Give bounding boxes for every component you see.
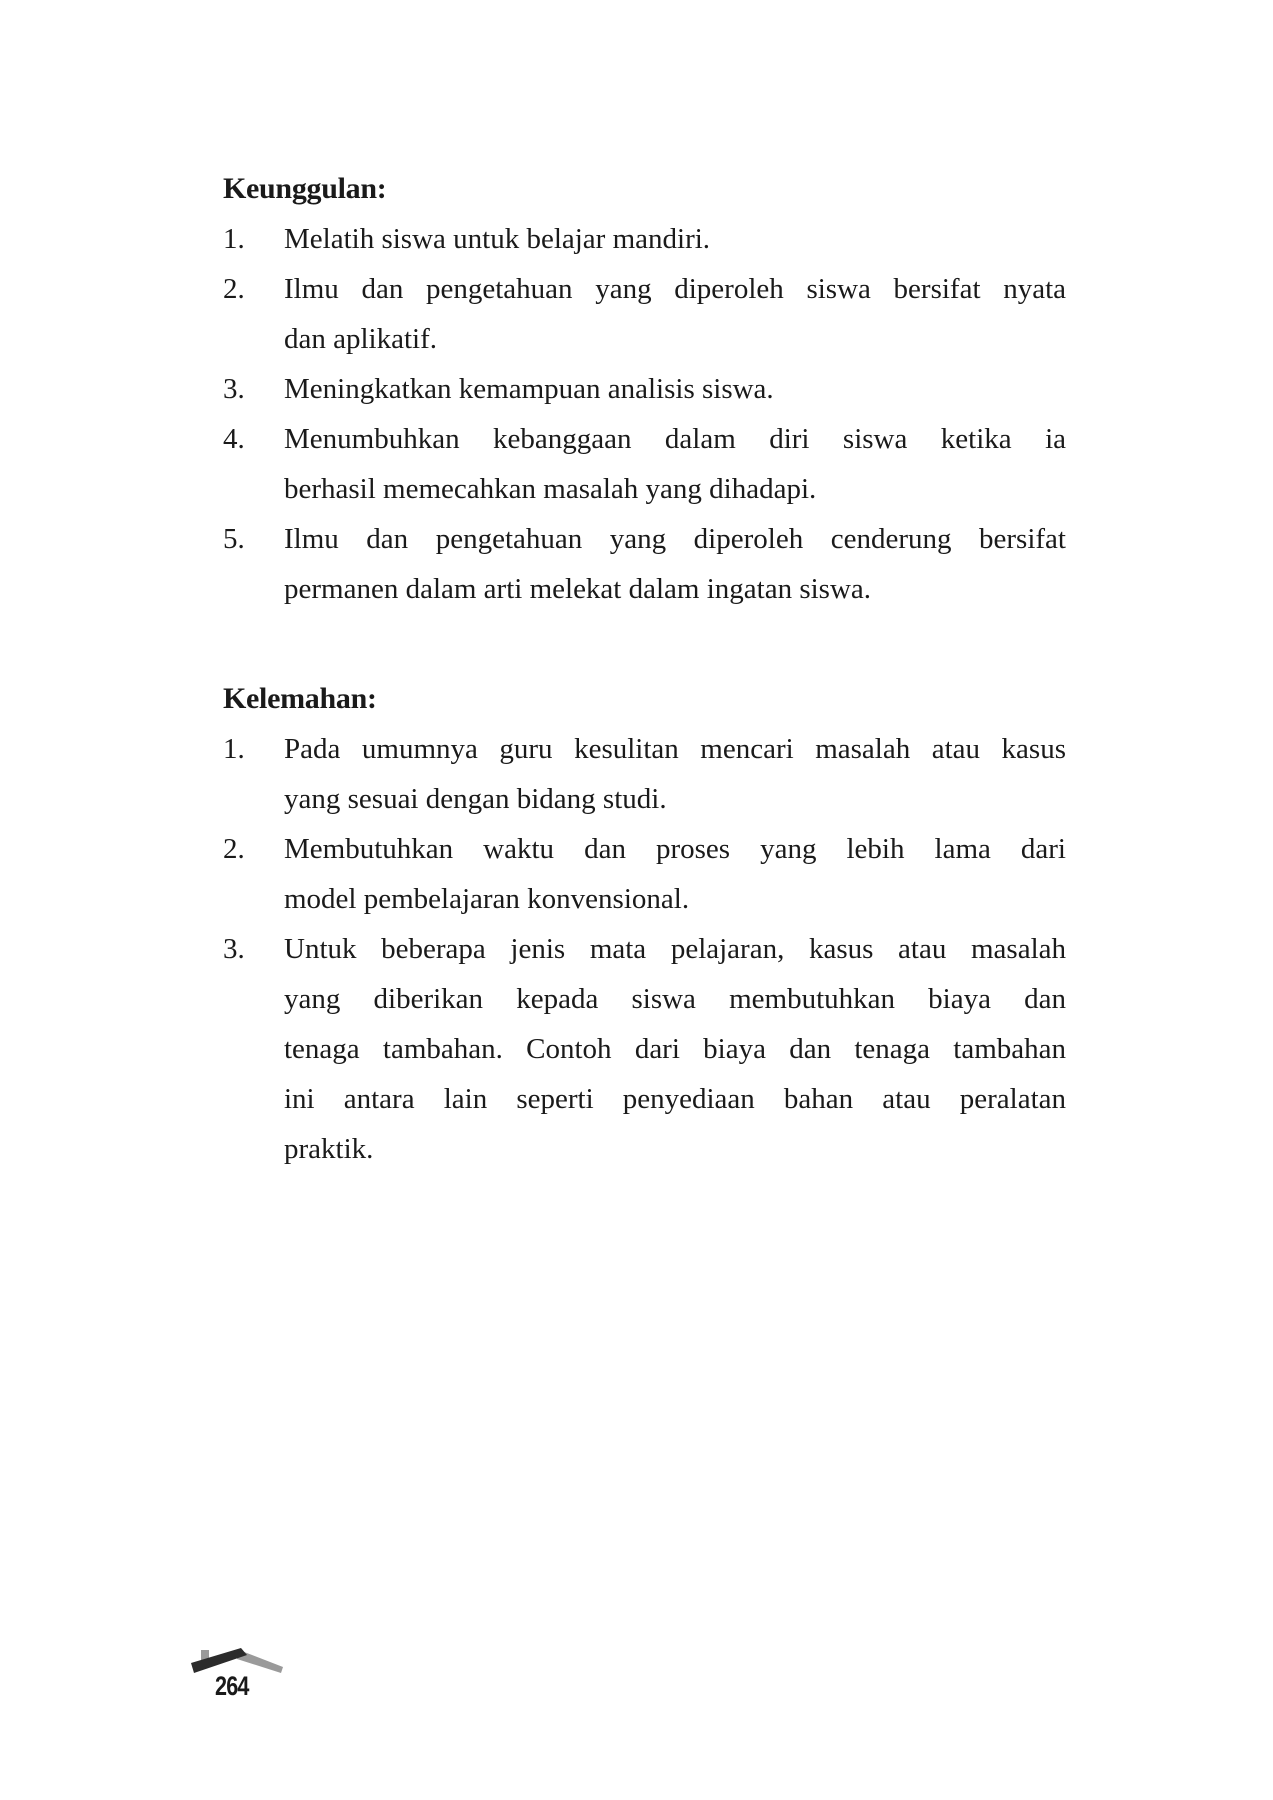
list-item-text-line: model pembelajaran konvensional. xyxy=(284,883,690,915)
list-item xyxy=(223,924,1066,1174)
list-number: 2. xyxy=(223,833,245,865)
page-footer xyxy=(191,1645,291,1715)
list-item-text-line: Pada umumnya guru kesulitan mencari masalah atau kasus xyxy=(284,733,1066,765)
list-number: 3. xyxy=(223,933,245,965)
list-number: 1. xyxy=(223,223,245,255)
list-item-text-line: Menumbuhkan kebanggaan dalam diri siswa ketika ia xyxy=(284,423,1066,455)
list-item xyxy=(223,364,1066,414)
list-item-text-line: Untuk beberapa jenis mata pelajaran, kasus atau masalah xyxy=(284,933,1066,965)
list-item xyxy=(223,264,1066,364)
list-item-text-line: Ilmu dan pengetahuan yang diperoleh cenderung bersifat xyxy=(284,523,1066,555)
list-item-text-line: yang diberikan kepada siswa membutuhkan biaya dan xyxy=(284,983,1066,1015)
section-heading: Kelemahan: xyxy=(223,682,377,715)
list-item-text-line: Melatih siswa untuk belajar mandiri. xyxy=(284,223,711,255)
list-item-text-line: ini antara lain seperti penyediaan bahan atau peralatan xyxy=(284,1083,1066,1115)
list-item xyxy=(223,214,1066,264)
list-number: 4. xyxy=(223,423,245,455)
list-item-text-line: Ilmu dan pengetahuan yang diperoleh siswa bersifat nyata xyxy=(284,273,1066,305)
list-item-text-line: tenaga tambahan. Contoh dari biaya dan tenaga tambahan xyxy=(284,1033,1066,1065)
list-item-text-line: permanen dalam arti melekat dalam ingatan siswa. xyxy=(284,573,872,605)
list-number: 3. xyxy=(223,373,245,405)
list-item xyxy=(223,514,1066,614)
page-number: 264 xyxy=(215,1671,249,1701)
section-keunggulan xyxy=(223,164,1066,614)
list-item xyxy=(223,824,1066,924)
list-item-text-line: Membutuhkan waktu dan proses yang lebih lama dari xyxy=(284,833,1066,865)
list-item-text-line: berhasil memecahkan masalah yang dihadapi. xyxy=(284,473,817,505)
list-item xyxy=(223,724,1066,824)
list-number: 2. xyxy=(223,273,245,305)
list-item-text-line: yang sesuai dengan bidang studi. xyxy=(284,783,667,815)
list-number: 5. xyxy=(223,523,245,555)
list-item xyxy=(223,414,1066,514)
list-item-text-line: dan aplikatif. xyxy=(284,323,438,355)
section-heading: Keunggulan: xyxy=(223,172,387,205)
list-item-text-line: Meningkatkan kemampuan analisis siswa. xyxy=(284,373,774,405)
list-item-text-line: praktik. xyxy=(284,1133,374,1165)
list-number: 1. xyxy=(223,733,245,765)
section-kelemahan xyxy=(223,674,1066,1174)
